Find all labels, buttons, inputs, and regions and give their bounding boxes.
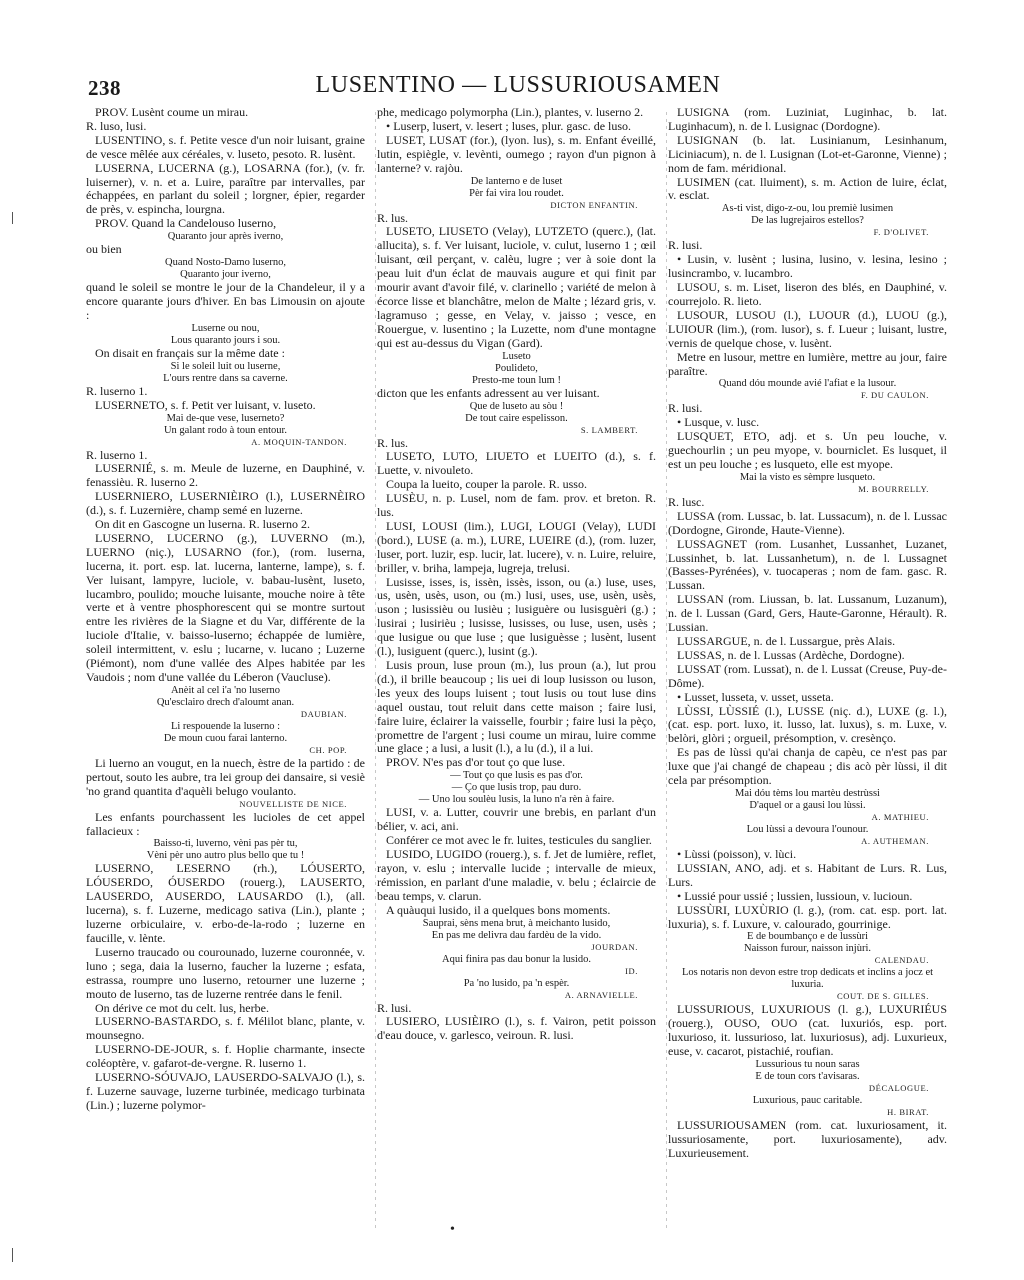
quotation-line: Aqui finira pas dau bonur la lusido. — [441, 953, 591, 965]
entry-paragraph: LUSSURIOUSAMEN (rom. cat. luxuriosament, it. lussuriosamente, port. luxuriosamente), adv. Luxurieusement. — [668, 1118, 947, 1160]
entry-continuation: R. lus. — [377, 210, 409, 225]
entry-paragraph: LUSSÙRI, LUXÙRIO (l. g.), (rom. cat. esp. port. lat. luxuria), s. f. Luxure, v. calourado, gourrinige. — [668, 902, 947, 931]
quotation-author: A. AUTHEMAN. — [861, 835, 929, 846]
quotation-line: Sauprai, sèns mena brut, à meichanto lusido, — [422, 917, 611, 929]
quotation-author: CALENDAU. — [874, 955, 929, 966]
quotation-line: Qu'esclairo drech d'aloumt anan. — [156, 696, 295, 708]
entry-paragraph: LUSQUET, ETO, adj. et s. Un peu louche, v. guechourlin ; un peu myope, v. bourniclet. Es lusquet, il est un peu louche ; es lusqueto, elle est myope. — [668, 429, 947, 472]
entry-continuation: R. luserno 1. — [86, 447, 148, 462]
quotation-line: E de toun cors t'avisaras. — [755, 1071, 860, 1083]
entry-paragraph: Luserno traucado ou courounado, luzerne couronnée, v. luno ; sega, daia la luserno, faucher la luzerne ; esfata, estrassa, roumpre uno luserno, retourner une luzerne ; mouto de luserno, tas de luzerne rentrée dans le fenil. — [86, 944, 365, 1001]
entry-paragraph: LUSETO, LIUSETO (Velay), LUTZETO (querc.), (lat. allucita), s. f. Ver luisant, luciole, v. culut, luserno 1 ; œil luisant, œil perçant, v. calèu, lugre ; ver à soie dont la peau luit d'un éclat de mauvais augure et qui finit par mourir avant d'avoir filé, v. clarinello ; variété de melon à écorce lisse et blanchâtre, melon de Malte ; lézard gris, v. lagramuso ; gesse, en Velay, v. jaisso ; vesce, en Rouergue, v. lusentino ; la Luzette, nom d'une montagne qui est au-dessus du Vigan (Gard). — [377, 224, 656, 350]
entry-continuation: ou bien — [86, 242, 122, 257]
entry-paragraph: Coupa la lueito, couper la parole. R. usso. — [386, 477, 587, 492]
quotation-line: E de boumbanço e de lussùri — [746, 931, 868, 943]
bottom-bullet-mark: • — [450, 1222, 455, 1237]
entry-paragraph: PROV. Quand la Candelouso luserno, — [95, 216, 277, 231]
quotation-line: De moun cuou farai lanterno. — [163, 732, 288, 744]
entry-paragraph: LUSI, v. a. Lutter, couvrir une brebis, en parlant d'un bélier, v. aci, ani. — [377, 805, 656, 834]
quotation-line: De lanterno e de luset — [470, 175, 563, 187]
quotation-author: JOURDAN. — [591, 941, 638, 952]
column-divider-left — [375, 112, 376, 1230]
column-right — [668, 106, 947, 1234]
entry-paragraph: LUSENTINO, s. f. Petite vesce d'un noir luisant, graine de vesce mêlée aux céréales, v. luseto, pesoto. R. lusènt. — [86, 132, 365, 161]
quotation-line: Li respouende la luserno : — [170, 720, 281, 732]
running-title: LUSENTINO — LUSSURIOUSAMEN — [315, 72, 721, 98]
entry-continuation: quand le soleil se montre le jour de la Chandeleur, il y a encore quarante jours d'hiver. En bas Limousin on ajoute : — [86, 280, 365, 322]
quotation-line: — Ço que lusis trop, pau duro. — [451, 782, 582, 794]
entry-paragraph: LUSERNO-SÓUVAJO, LAUSERDO-SALVAJO (l.), s. f. Luzerne sauvage, luzerne turbinée, medicago turbinata (Lin.) ; luzerne polymor- — [86, 1070, 365, 1112]
margin-tick-mark — [12, 1248, 13, 1262]
entry-continuation: R. lusi. — [377, 1000, 412, 1015]
entry-paragraph: LUSIDO, LUGIDO (rouerg.), s. f. Jet de lumière, reflet, rayon, v. eslu ; intervalle lucide ; intervalle de mieux, rémission, en parlant d'une maladie, v. belu ; éclaircie de beau temps, v. clarun. — [377, 846, 656, 903]
entry-paragraph: • Lusque, v. lusc. — [677, 415, 760, 430]
entry-paragraph: LUSOU, s. m. Liset, liseron des blés, en Dauphiné, v. courrejolo. R. lieto. — [668, 280, 947, 308]
quotation-author: S. LAMBERT. — [580, 424, 638, 435]
quotation-line: Presto-me toun lum ! — [472, 374, 561, 386]
quotation-author: F. D'OLIVET. — [873, 227, 929, 238]
quotation-line: Un galant rodo à toun entour. — [163, 424, 288, 436]
quotation-line: Los notaris non devon estre trop dedicats et inclins a jocz et luxuria. — [681, 967, 934, 991]
page-header — [88, 70, 948, 104]
quotation-line: Quand Nosto-Damo luserno, — [164, 257, 287, 269]
quotation-line: Luseto — [502, 350, 531, 362]
entry-paragraph: LUSERNETO, s. f. Petit ver luisant, v. luseto. — [95, 397, 316, 412]
quotation-line: Quaranto jour iverno, — [180, 269, 271, 281]
quotation-line: D'aquel or a gausi lou lùssi. — [749, 799, 866, 811]
entry-paragraph: LUSSAGNET (rom. Lusanhet, Lussanhet, Luzanet, Lussinhet, b. lat. Lussanhetum), n. de l. Lussagnet (Basses-Pyrénées), v. tuocaperas ; nom de fam. gasc. R. Lussan. — [668, 536, 947, 593]
entry-paragraph: LUSERNO, LUCERNO (g.), LUVERNO (m.), LUERNO (niç.), LUSARNO (for.), (rom. luserna, lucerna, it. port. esp. lat. lucerna, lanterne, lampe), s. f. Ver luisant, lampyre, luciole, v. babau-lusènt, luseto, lucambro, poulido; mouche luisante, mouche noire à tête verte et à ventre phosphorescent qui se montre surtout entre les rivières de la Siagne et du Var, différente de la luciole d'Italie, v. baisso-luserno; échappée de lumière, soleil intermittent, v. eslu ; lucarne, v. lucano ; Luzerne (Piémont), nom d'une vallée des Alpes habitée par les Vaudois ; nom d'une vallée du Léberon (Vaucluse). — [86, 530, 365, 684]
quotation-line: De tout caire espelisson. — [465, 412, 568, 424]
quotation-line: Mai de-que vese, luserneto? — [166, 412, 285, 424]
quotation-author: M. BOURRELLY. — [858, 483, 929, 494]
entry-paragraph: LUSSAT (rom. Lussat), n. de l. Lussat (Creuse, Puy-de-Dôme). — [668, 661, 947, 690]
quotation-line: Naisson furour, naisson injùri. — [743, 943, 872, 955]
quotation-line: Quaranto jour après iverno, — [167, 231, 284, 243]
quotation-author: DÉCALOGUE. — [868, 1083, 929, 1094]
entry-paragraph: LUSSARGUE, n. de l. Lussargue, près Alais. — [677, 634, 896, 648]
quotation-line: Poulideto, — [495, 362, 538, 374]
entry-paragraph: LUSIGNA (rom. Luziniat, Luginhac, b. lat. Luginhacum), n. de l. Lusignac (Dordogne). — [668, 106, 947, 133]
quotation-author: COUT. DE S. GILLES. — [837, 991, 929, 1002]
quotation-line: Luxurious, pauc caritable. — [752, 1095, 863, 1107]
quotation-line: En pas me delivra dau fardèu de la vido. — [431, 929, 602, 941]
quotation-line: Vèni pèr uno autro plus bello que tu ! — [146, 850, 305, 862]
quotation-author: A. MOQUIN-TANDON. — [251, 436, 347, 447]
entry-paragraph: • Luserp, lusert, v. lesert ; luses, plur. gasc. de luso. — [386, 118, 632, 133]
entry-paragraph: LUSERNIÉ, s. m. Meule de luzerne, en Dauphiné, v. fenassièu. R. luserno 2. — [86, 461, 365, 490]
quotation-line: As-ti vist, digo-z-ou, lou premiè lusimen — [721, 203, 894, 215]
quotation-author: DAUBIAN. — [300, 708, 347, 719]
entry-paragraph: Lusisse, isses, is, issèn, issès, isson, ou (a.) luse, uses, us, usèn, usès, uson, ou (m.) lusi, uses, use, usèn, usès, uson ; lusissièu ou lusièu ; lusiguère ou lusisguèri (g.) ; lusirai ; lusirièu ; lusisse, lusisses, ou luse, usen, usès ; que lusigue ou que luse ; que lusiguèsse ; lusènt, lusent (l.), lusiguent (querc.), lusint (g.). — [377, 574, 656, 659]
quotation-line: Anèit al cel i'a 'no luserno — [170, 684, 281, 696]
entry-paragraph: LUSET, LUSAT (for.), (lyon. lus), s. m. Enfant éveillé, lutin, espiègle, v. levènti, oumego ; rayon d'un pignon à lanterne? v. rajòu. — [377, 132, 656, 175]
entry-paragraph: A quàuqui lusido, il a quelques bons moments. — [386, 902, 611, 917]
entry-continuation: R. lus. — [377, 435, 409, 450]
quotation-line: Lou lùssi a devoura l'ounour. — [746, 823, 869, 835]
entry-paragraph: • Lusset, lusseta, v. usset, usseta. — [677, 689, 834, 704]
quotation-line: Lous quaranto jours i sou. — [170, 334, 281, 346]
quotation-line: Si le soleil luit ou luserne, — [170, 360, 281, 372]
entry-paragraph: LUSI, LOUSI (lim.), LUGI, LOUGI (Velay), LUDI (bord.), LUSE (a. m.), LURE, LUEIRE (d.), (rom. luzer, luser, port. luzir, esp. lucir, lat. lucere), v. n. Luire, reluire, briller, v. briha, lampeja, lugreja, trelusi. — [377, 518, 656, 575]
entry-paragraph: LUSSURIOUS, LUXURIOUS (l. g.), LUXURIÉUS (rouerg.), OUSO, OUO (cat. luxuriós, esp. port. luxurioso, it. lussurioso, lat. luxuriosus), adj. Luxurieux, euse, v. cacarot, pistachié, roufian. — [668, 1002, 947, 1059]
entry-paragraph: Conférer ce mot avec le fr. luites, testicules du sanglier. — [386, 833, 652, 848]
entry-paragraph: LUSSAS, n. de l. Lussas (Ardèche, Dordogne). — [677, 647, 905, 662]
entry-paragraph: LUSERNA, LUCERNA (g.), LOSARNA (for.), (v. fr. luiserner), v. n. et a. Luire, paraître par intervalles, par échappées, en parlant du soleil ; lorgner, épier, regarder de près, v. espincha, lourgna. — [86, 160, 365, 217]
quotation-author: ID. — [625, 965, 638, 976]
quotation-line: Que de luseto au sòu ! — [469, 400, 564, 412]
entry-paragraph: Li luerno an vougut, en la nuech, èstre de la partido : de pertout, souto les aubre, tra lei group dei dansaire, si vesiè 'no grand quantita d'aquèli belugo voulanto. — [86, 755, 365, 798]
page-number: 238 — [88, 76, 121, 100]
quotation-line: — Uno lou soulèu lusis, la luno n'a rèn à faire. — [418, 794, 615, 806]
entry-continuation: R. luso, lusi. — [86, 118, 147, 133]
column-middle — [377, 106, 656, 1234]
entry-paragraph: LUSSA (rom. Lussac, b. lat. Lussacum), n. de l. Lussac (Dordogne, Gironde, Haute-Vienne). — [668, 508, 947, 537]
entry-paragraph: LUSIERO, LUSIÈIRO (l.), s. f. Vairon, petit poisson d'eau douce, v. garlesco, veiroun. R. lusi. — [377, 1014, 656, 1043]
entry-paragraph: LUSÈU, n. p. Lusel, nom de fam. prov. et breton. R. lus. — [377, 491, 656, 520]
quotation-line: Mai la visto es sèmpre lusqueto. — [739, 471, 876, 483]
entry-continuation: R. lusc. — [668, 494, 705, 509]
quotation-line: Pa 'no lusido, pa 'n espèr. — [463, 977, 570, 989]
entry-paragraph: On dérive ce mot du celt. lus, herbe. — [95, 1000, 269, 1015]
quotation-line: L'ours rentre dans sa caverne. — [163, 372, 288, 384]
entry-paragraph: PROV. N'es pas d'or tout ço que luse. — [386, 755, 566, 770]
quotation-author: CH. POP. — [309, 744, 347, 755]
entry-paragraph: LÙSSI, LÙSSIÉ (l.), LUSSE (niç. d.), LUXE (g. l.), (cat. esp. port. luxo, it. lusso, lat. luxus), s. m. Luxe, v. belòri, glòri ; orgueil, présomption, v. cresènço. — [668, 703, 947, 746]
entry-paragraph: LUSETO, LUTO, LIUETO et LUEITO (d.), s. f. Luette, v. nivouleto. — [377, 449, 656, 478]
quotation-author: NOUVELLISTE DE NICE. — [239, 798, 347, 809]
column-left — [86, 106, 365, 1234]
entry-continuation: dicton que les enfants adressent au ver luisant. — [377, 385, 600, 400]
dictionary-columns — [86, 106, 948, 1234]
entry-paragraph: Les enfants pourchassent les lucioles de cet appel fallacieux : — [86, 809, 365, 838]
quotation-line: Mai dóu tèms lou martèu destrùssi — [735, 787, 880, 799]
margin-tick-mark — [12, 212, 13, 224]
entry-paragraph: LUSIMEN (cat. lluiment), s. m. Action de luire, éclat, v. esclat. — [668, 174, 947, 203]
quotation-line: Quand dóu mounde avié l'afiat e la lusour. — [718, 378, 897, 390]
entry-continuation: R. luserno 1. — [86, 383, 148, 398]
entry-paragraph: On disait en français sur la même date : — [95, 345, 285, 360]
quotation-author: DICTON ENFANTIN. — [550, 199, 638, 210]
entry-paragraph: LUSERNO-DE-JOUR, s. f. Hoplie charmante, insecte coléoptère, v. gafarot-de-vergne. R. luserno 1. — [86, 1042, 365, 1071]
entry-continuation: R. lusi. — [668, 238, 703, 253]
entry-paragraph: Es pas de lùssi qu'ai chanja de capèu, ce n'est pas par luxe que j'ai changé de chapeau ; dis acò pèr lùssi, il dit cela par présomption. — [668, 745, 947, 788]
entry-paragraph: PROV. Lusènt coume un mirau. — [95, 106, 249, 119]
entry-paragraph: • Lùssi (poisson), v. lùci. — [677, 846, 797, 861]
column-divider-right — [666, 112, 667, 1230]
quotation-line: — Tout ço que lusis es pas d'or. — [450, 770, 583, 782]
quotation-line: Baisso-ti, luverno, vèni pas pèr tu, — [153, 838, 298, 850]
entry-continuation: phe, medicago polymorpha (Lin.), plantes, v. luserno 2. — [377, 106, 644, 119]
quotation-author: A. ARNAVIELLE. — [564, 989, 638, 1000]
entry-paragraph: Lusis proun, luse proun (m.), lus proun (a.), lut prou (d.), il brille beaucoup ; lis uei di loup lusisson ou luson, les yeux des loups luisent ; tout lusis ou tout luse dins aquel oustau, tout reluit dans cette maison ; faire lusi, faire luire, éclairer la vaisselle, fourbir ; faire lusi la pèço, promettre de l'argent ; lusi coume un mirau, luire comme une glace ; a lusi, a lusit (l.), a lu (d.), il a lui. — [377, 658, 656, 756]
entry-paragraph: LUSSIAN, ANO, adj. et s. Habitant de Lurs. R. Lus, Lurs. — [668, 860, 947, 889]
quotation-line: Lussurious tu noun saras — [755, 1059, 860, 1071]
entry-paragraph: LUSOUR, LUSOU (l.), LUOUR (d.), LUOU (g.), LUIOUR (lim.), (rom. lusor), s. f. Lueur ; luisant, lustre, vernis de quelque chose, v. lusènt. — [668, 307, 947, 350]
entry-paragraph: • Lusin, v. lusènt ; lusina, lusino, v. lesina, lesino ; lusincrambo, v. lucambro. — [668, 252, 947, 281]
entry-paragraph: LUSSAN (rom. Liussan, b. lat. Lussanum, Luzanum), n. de l. Lussan (Gard, Gers, Haute-Garonne, Hérault). R. Lussian. — [668, 592, 947, 635]
quotation-author: A. MATHIEU. — [871, 811, 929, 822]
entry-continuation: R. lusi. — [668, 401, 703, 416]
quotation-author: H. BIRAT. — [887, 1107, 929, 1118]
entry-paragraph: Metre en lusour, mettre en lumière, mettre au jour, faire paraître. — [668, 349, 947, 378]
entry-paragraph: LUSERNO, LESERNO (rh.), LÓUSERTO, LÓUSERDO, ÓUSERDO (rouerg.), LAUSERTO, LAUSERDO, AUSERDO, LAUSARDO (l.), (all. lucerna), s. f. Luzerne, medicago sativa (Lin.), plante ; luzerne orbiculaire, v. erbo-de-la-rodo ; luzerne en faucille, v. lènte. — [86, 861, 365, 945]
quotation-line: Pèr fai vira lou roudet. — [469, 187, 564, 199]
entry-paragraph: • Lussié pour ussié ; lussien, lussioun, v. lucioun. — [677, 888, 913, 903]
entry-paragraph: On dit en Gascogne un luserna. R. luserno 2. — [95, 517, 310, 532]
quotation-line: Luserne ou nou, — [191, 322, 260, 334]
entry-paragraph: LUSIGNAN (b. lat. Lusinianum, Lesinhanum, Liciniacum), n. de l. Lusignan (Lot-et-Garonne, Vienne) ; nom de fam. méridional. — [668, 132, 947, 175]
entry-paragraph: LUSERNO-BASTARDO, s. f. Mélilot blanc, plante, v. mounsegno. — [86, 1014, 365, 1043]
entry-paragraph: LUSERNIERO, LUSERNIÈIRO (l.), LUSERNÈIRO (d.), s. f. Luzernière, champ semé en luzerne. — [86, 489, 365, 518]
quotation-line: De las lugrejairos estellos? — [751, 215, 864, 227]
quotation-author: F. DU CAULON. — [860, 390, 929, 401]
